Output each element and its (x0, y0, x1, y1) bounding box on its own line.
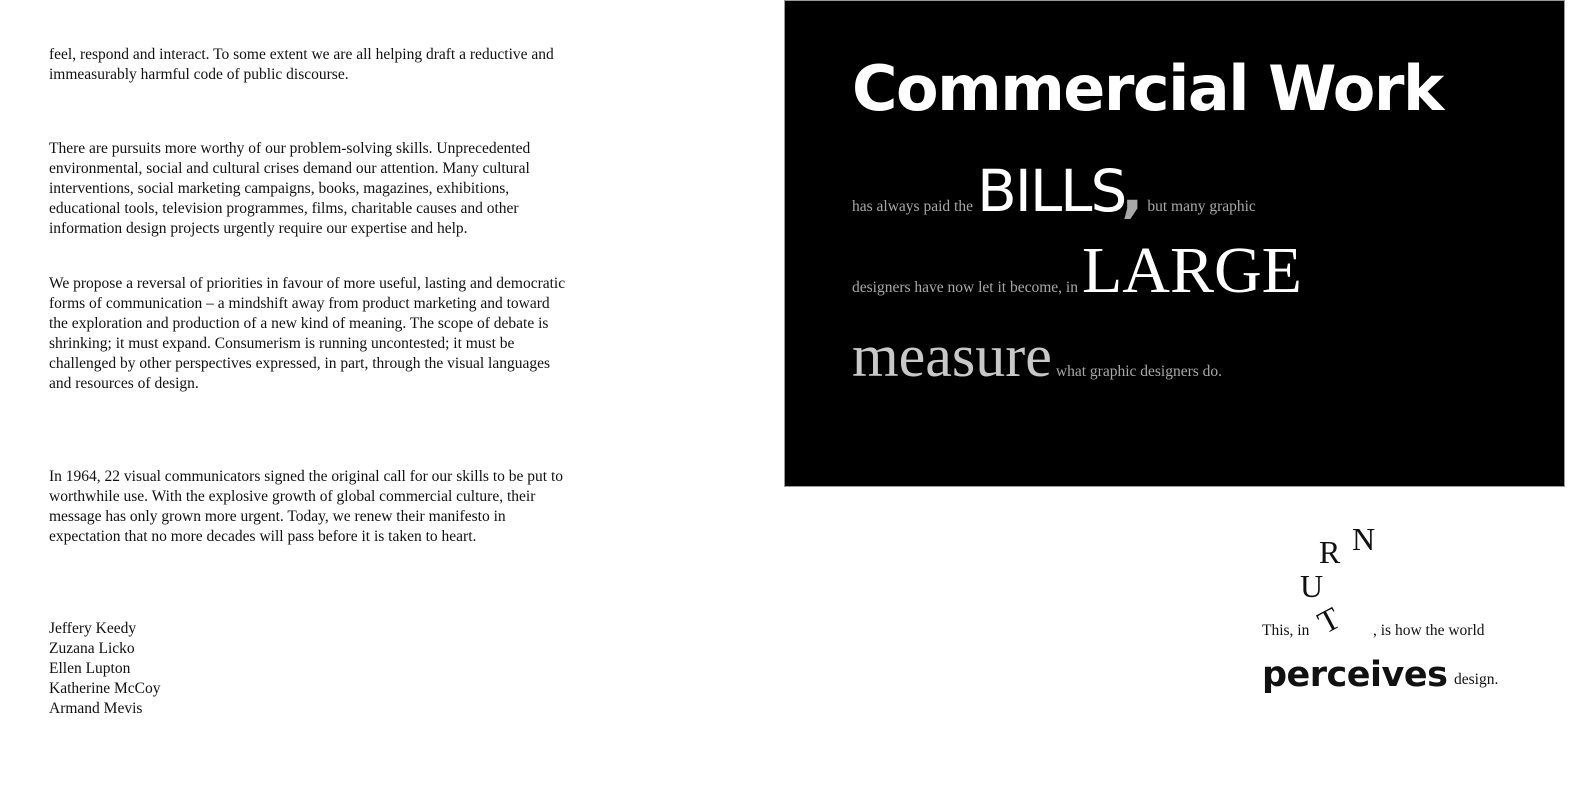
letter-u: U (1300, 568, 1324, 604)
commercial-work-panel (784, 0, 1565, 487)
bills-line (852, 157, 1256, 227)
signatory-name: Jeffery Keedy (49, 620, 137, 637)
turn-phrase (1262, 520, 1522, 700)
turn-phrase-lead: This, in (1262, 622, 1310, 639)
large-line (852, 236, 1302, 306)
large-line-lead: designers have now let it become, in (852, 279, 1078, 296)
letter-t: T (1311, 599, 1346, 641)
bills-line-lead: has always paid the (852, 198, 973, 215)
letter-n: N (1352, 521, 1376, 557)
word-measure: measure (852, 323, 1052, 389)
paragraph-1: feel, respond and interact. To some extent we are all helping draft a reductive and immeasurably harmful code of public discourse. (49, 46, 554, 83)
turn-phrase-tail: , is how the world (1373, 622, 1485, 639)
paragraph-3: We propose a reversal of priorities in favour of more useful, lasting and democratic forms of communication – a mindshift away from product marketing and toward the exploration and production of a new kind of meaning. The scope of debate is shrinking; it must expand. Consumerism is running uncontested; it must be challenged by other perspectives expressed, in part, through the visual languages and resources of design. (49, 275, 566, 392)
signatory-name: Ellen Lupton (49, 660, 131, 677)
measure-line (852, 321, 1222, 391)
bills-line-tail: but many graphic (1147, 198, 1256, 215)
signatory-list (49, 619, 160, 719)
paragraph-4: In 1964, 22 visual communicators signed the original call for our skills to be put to worthwhile use. With the explosive growth of global commercial culture, their message has only grown more urgent. Today, we renew their manifesto in expectation that no more decades will pass before it is taken to heart. (49, 468, 563, 545)
headline: Commercial Work (852, 52, 1443, 125)
signatory-name: Armand Mevis (49, 700, 143, 717)
bills-comma: , (1121, 157, 1144, 225)
word-bills: BILLS (976, 157, 1126, 225)
signatory-name: Katherine McCoy (49, 680, 161, 697)
measure-line-tail: what graphic designers do. (1055, 363, 1223, 380)
letter-r: R (1319, 534, 1341, 570)
word-large: LARGE (1081, 234, 1302, 307)
paragraph-2: There are pursuits more worthy of our problem-solving skills. Unprecedented environmental, social and cultural crises demand our attention. Many cultural interventions, social marketing campaigns, books, magazines, exhibitions, educational tools, television programmes, films, charitable causes and other information design projects urgently require our expertise and help. (49, 140, 531, 237)
signatory-name: Zuzana Licko (49, 640, 135, 657)
word-perceives: perceives (1262, 655, 1448, 695)
word-design: design. (1454, 671, 1499, 688)
